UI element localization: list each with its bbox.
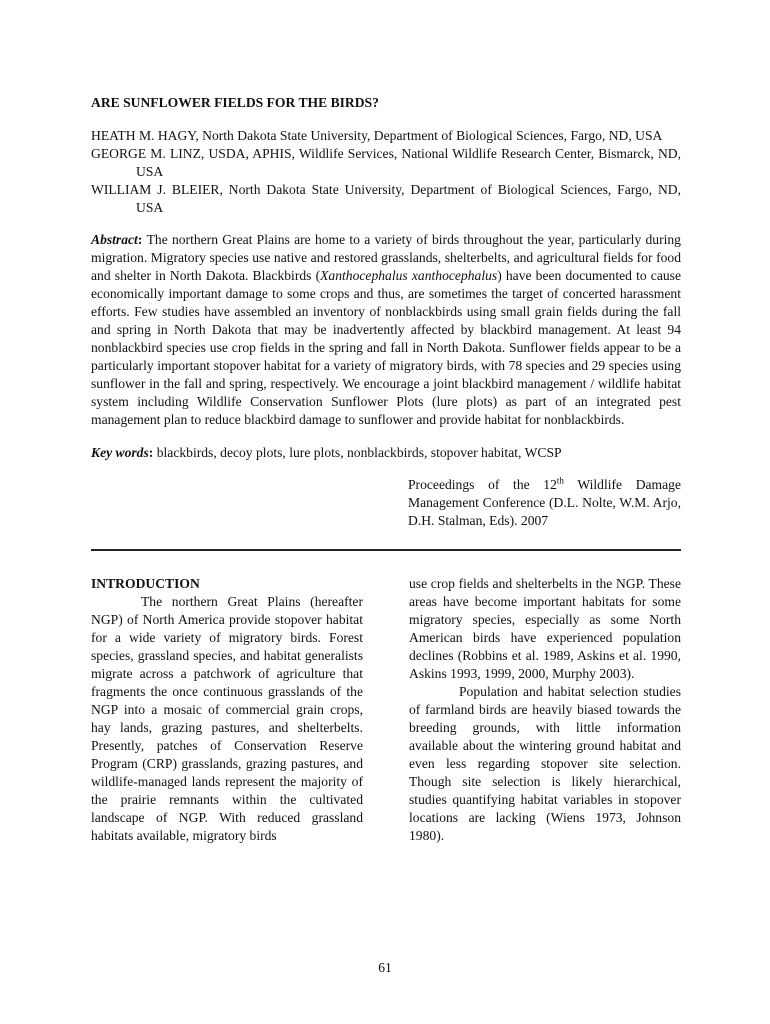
abstract-text-part1: The northern Great Plains are home to a variety of birds throughout the year, particularly during migration. Migratory species use native and restored grasslands, shelterbelts, and agricultural fields for food and shelter in North Dakota. Blackbirds ( (91, 232, 681, 283)
keywords: Key words: blackbirds, decoy plots, lure plots, nonblackbirds, stopover habitat, WCSP (91, 445, 562, 460)
keywords-text: blackbirds, decoy plots, lure plots, nonblackbirds, stopover habitat, WCSP (156, 445, 562, 460)
author-entry: GEORGE M. LINZ, USDA, APHIS, Wildlife Services, National Wildlife Research Center, Bismarck, ND, USA (91, 146, 681, 179)
abstract-label: Abstract (91, 232, 138, 247)
proceedings-after: Wildlife Damage Management Conference (D.L. Nolte, W.M. Arjo, D.H. Stalman, Eds). 2007 (408, 477, 681, 528)
paper-page (91, 94, 681, 845)
section-divider (91, 549, 681, 551)
abstract-text-part2: ) have been documented to cause economically important damage to some crops and thus, are sometimes the target of concerted harassment efforts. Few studies have assembled an inventory of nonblackbirds using small grain fields during the fall and spring in North Dakota that may be inadvertently affected by blackbird management. At least 94 nonblackbird species use crop fields in the spring and fall in North Dakota. Sunflower fields appear to be a particularly important stopover habitat for a variety of migratory birds, with 78 species and 29 species using sunflower in the fall and spring, respectively. We encourage a joint blackbird management / wildlife habitat system including Wildlife Conservation Sunflower Plots (lure plots) as part of an integrated pest management plan to reduce blackbird damage to sunflower and provide habitat for nonblackbirds. (91, 268, 681, 427)
author-list (91, 127, 681, 217)
proceedings-before: Proceedings of the 12 (408, 477, 557, 492)
proceedings-citation (408, 476, 681, 530)
introduction-paragraph-continued: use crop fields and shelterbelts in the NGP. These areas have become important habitats for some migratory species, especially as some North American birds have experienced population declines (Robbins et al. 1989, Askins et al. 1990, Askins 1993, 1999, 2000, Murphy 2003). (409, 576, 681, 681)
paper-title: ARE SUNFLOWER FIELDS FOR THE BIRDS? (91, 95, 379, 110)
right-column (409, 575, 681, 845)
page-number: 61 (378, 960, 392, 975)
author-entry: HEATH M. HAGY, North Dakota State University, Department of Biological Sciences, Fargo, ND, USA (91, 128, 663, 143)
author-entry: WILLIAM J. BLEIER, North Dakota State University, Department of Biological Sciences, Fargo, ND, USA (91, 182, 681, 215)
introduction-paragraph: The northern Great Plains (hereafter NGP) of North America provide stopover habitat for a wide variety of migratory birds. Forest species, grassland species, and habitat generalists migrate across a patchwork of agriculture that fragments the once continuous grasslands of the NGP into a mosaic of commercial grain crops, hay lands, grazing pastures, and shelterbelts. Presently, patches of Conservation Reserve Program (CRP) grasslands, grazing pastures, and wildlife-managed lands represent the majority of the prairie remnants within the cultivated landscape of NGP. With reduced grassland habitats available, migratory birds (91, 594, 363, 843)
abstract: Abstract: The northern Great Plains are home to a variety of birds throughout the year, particularly during migration. Migratory species use native and restored grasslands, shelterbelts, and agricultural fields for food and shelter in North Dakota. Blackbirds (Xanthocephalus xanthocephalus) have been documented to cause economically important damage to some crops and thus, are sometimes the target of concerted harassment efforts. Few studies have assembled an inventory of nonblackbirds using small grain fields during the fall and spring in North Dakota that may be inadvertently affected by blackbird management. At least 94 nonblackbird species use crop fields in the spring and fall in North Dakota. Sunflower fields appear to be a particularly important stopover habitat for a variety of migratory birds, with 78 species and 29 species using sunflower in the fall and spring, respectively. We encourage a joint blackbird management / wildlife habitat system including Wildlife Conservation Sunflower Plots (lure plots) as part of an integrated pest management plan to reduce blackbird damage to sunflower and provide habitat for nonblackbirds. (91, 232, 681, 427)
proceedings-superscript: th (556, 475, 564, 486)
introduction-paragraph: Population and habitat selection studies of farmland birds are heavily biased towards the breeding grounds, with little information available about the wintering ground habitat and even less regarding stopover site selection. Though site selection is likely hierarchical, studies quantifying habitat variables in stopover locations are lacking (Wiens 1973, Johnson 1980). (409, 684, 681, 843)
abstract-species-name: Xanthocephalus xanthocephalus (320, 268, 498, 283)
introduction-heading: INTRODUCTION (91, 576, 200, 591)
body-columns (91, 575, 681, 845)
left-column (91, 575, 363, 845)
keywords-label: Key words (91, 445, 149, 460)
